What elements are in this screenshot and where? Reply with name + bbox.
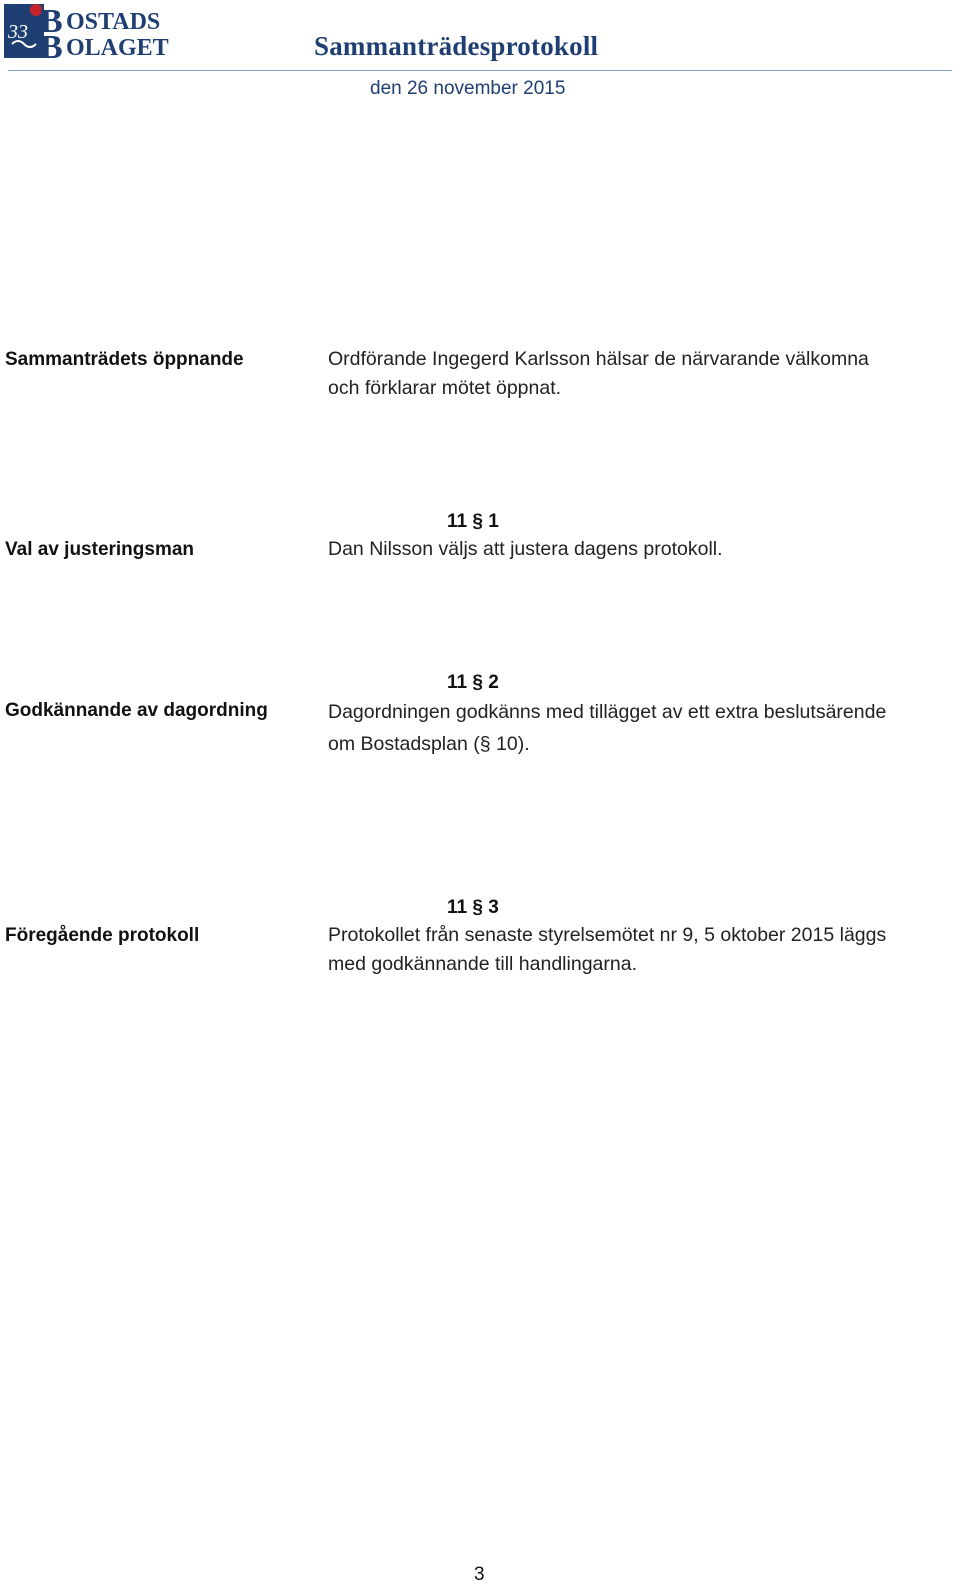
paragraph-number-3: 11 § 3 [447, 897, 499, 918]
item-label-previous-minutes: Föregående protokoll [5, 925, 200, 946]
text-line: med godkännande till handlingarna. [328, 953, 637, 975]
text-line: om Bostadsplan (§ 10). [328, 733, 530, 755]
item-label-adjuster: Val av justeringsman [5, 539, 195, 560]
meeting-date: den 26 november 2015 [370, 78, 566, 99]
item-label-agenda: Godkännande av dagordning [5, 700, 268, 721]
text-line: Ordförande Ingegerd Karlsson hälsar de närvarande välkomna [328, 348, 869, 370]
logo-text-bottom: OLAGET [66, 35, 169, 61]
item-label-opening: Sammanträdets öppnande [5, 349, 244, 370]
paragraph-number-2: 11 § 2 [447, 672, 499, 693]
page-number: 3 [474, 1564, 485, 1585]
item-text-agenda [328, 696, 948, 760]
logo-letter-b-bottom: B [40, 29, 63, 62]
logo-text-top: OSTADS [66, 9, 161, 35]
bostadsbolaget-logo [4, 0, 200, 62]
logo-letter-b-top: B [40, 3, 63, 40]
header-divider [8, 70, 952, 71]
paragraph-number-1: 11 § 1 [447, 511, 499, 532]
item-text-adjuster [328, 535, 948, 564]
text-line: och förklarar mötet öppnat. [328, 377, 562, 399]
text-line: Protokollet från senaste styrelsemötet nr 9, 5 oktober 2015 läggs [328, 924, 887, 946]
text-line: Dan Nilsson väljs att justera dagens protokoll. [328, 538, 723, 560]
logo-badge-number: 33 [8, 21, 28, 43]
document-title: Sammanträdesprotokoll [314, 31, 599, 61]
item-text-opening [328, 345, 948, 403]
item-text-previous-minutes [328, 921, 948, 979]
text-line: Dagordningen godkänns med tillägget av ett extra beslutsärende [328, 701, 887, 723]
